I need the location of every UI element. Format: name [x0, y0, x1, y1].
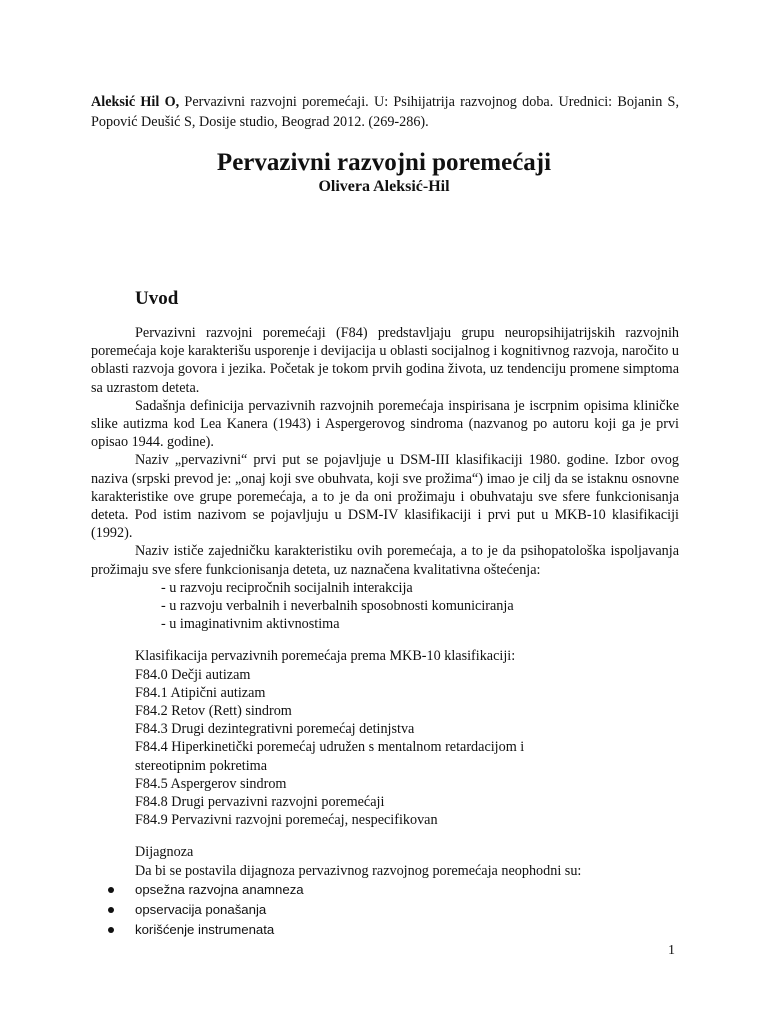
diagnosis-item-label: opsežna razvojna anamneza [135, 881, 304, 897]
document-author: Olivera Aleksić-Hil [318, 178, 450, 195]
bibliographic-reference [91, 92, 679, 132]
classification-item: F84.8 Drugi pervazivni razvojni poremećaji [135, 794, 385, 811]
diagnosis-item-label: opservacija ponašanja [135, 901, 267, 917]
list-item: - u razvoju recipročnih socijalnih interakcija [161, 579, 413, 596]
diagnosis-item [91, 920, 679, 940]
impairments-list [91, 579, 679, 634]
document-body [91, 324, 679, 940]
reference-text: Pervazivni razvojni poremećaji. U: Psihijatrija razvojnog doba. Urednici: Bojanin S, Popović Deušić S, Dosije studio, Beograd 2012. (269-286). [91, 94, 679, 130]
reference-author: Aleksić Hil O, [91, 94, 180, 110]
classification-item: F84.9 Pervazivni razvojni poremećaj, nespecifikovan [135, 812, 438, 829]
list-item: - u imaginativnim aktivnostima [161, 616, 340, 633]
classification-item: F84.4 Hiperkinetički poremećaj udružen s mentalnom retardacijom i stereotipnim pokretima [135, 739, 525, 774]
document-title: Pervazivni razvojni poremećaji [216, 149, 552, 176]
diagnosis-item [91, 880, 679, 900]
diagnosis-item-label: korišćenje instrumenata [135, 921, 275, 937]
classification-item: F84.5 Aspergerov sindrom [135, 775, 287, 792]
list-item: - u razvoju verbalnih i neverbalnih sposobnosti komuniciranja [161, 598, 514, 615]
paragraph: Sadašnja definicija pervazivnih razvojnih poremećaja inspirisana je iscrpnim opisima kliničke slike autizma kod Lea Kanera (1943) i Aspergerovog sindroma (nazvanog po autoru koji ga je prvi opisao 1944. godine). [91, 397, 679, 451]
bullet-icon [108, 907, 114, 913]
paragraph: Naziv „pervazivni“ prvi put se pojavljuje u DSM-III klasifikaciji 1980. godine. Izbor ovog naziva (srpski prevod je: „onaj koji sve obuhvata, koji sve prožima“) imao je cilj da se istaknu osnovne karakteristike ove grupe poremećaja, a to je da oni prožimaju i obuhvataju sve sfere funkcionisanja deteta. Pod istim nazivom se pojavljuju u DSM-IV klasifikaciji i prvi put u MKB-10 klasifikaciji (1992). [91, 452, 679, 542]
paragraph: Pervazivni razvojni poremećaji (F84) predstavljaju grupu neuropsihijatrijskih razvojnih poremećaja koje karakterišu usporenje i devijacija u oblasti socijalnog i kognitivnog razvoja, naročito u oblasti razvoja govora i jezika. Početak je tokom prvih godina života, uz tendenciju promene simptoma sa uzrastom deteta. [91, 325, 679, 396]
paragraph: Naziv ističe zajedničku karakteristiku ovih poremećaja, a to je da psihopatološka ispoljavanja prožimaju sve sfere funkcionisanja deteta, uz naznačena kvalitativna oštećenja: [91, 543, 679, 578]
classification-heading: Klasifikacija pervazivnih poremećaja prema MKB-10 klasifikaciji: [135, 648, 516, 665]
bullet-icon [108, 927, 114, 933]
section-heading-uvod: Uvod [135, 288, 179, 309]
diagnosis-intro: Da bi se postavila dijagnoza pervazivnog razvojnog poremećaja neophodni su: [135, 862, 582, 879]
classification-item: F84.0 Dečji autizam [135, 666, 251, 683]
diagnosis-item [91, 900, 679, 920]
classification-list [91, 666, 679, 830]
page-number: 1 [668, 943, 675, 958]
classification-item: F84.3 Drugi dezintegrativni poremećaj detinjstva [135, 721, 415, 738]
bullet-icon [108, 887, 114, 893]
classification-item: F84.2 Retov (Rett) sindrom [135, 703, 292, 720]
classification-item: F84.1 Atipični autizam [135, 684, 266, 701]
diagnosis-heading: Dijagnoza [135, 844, 194, 861]
diagnosis-list [91, 880, 679, 940]
